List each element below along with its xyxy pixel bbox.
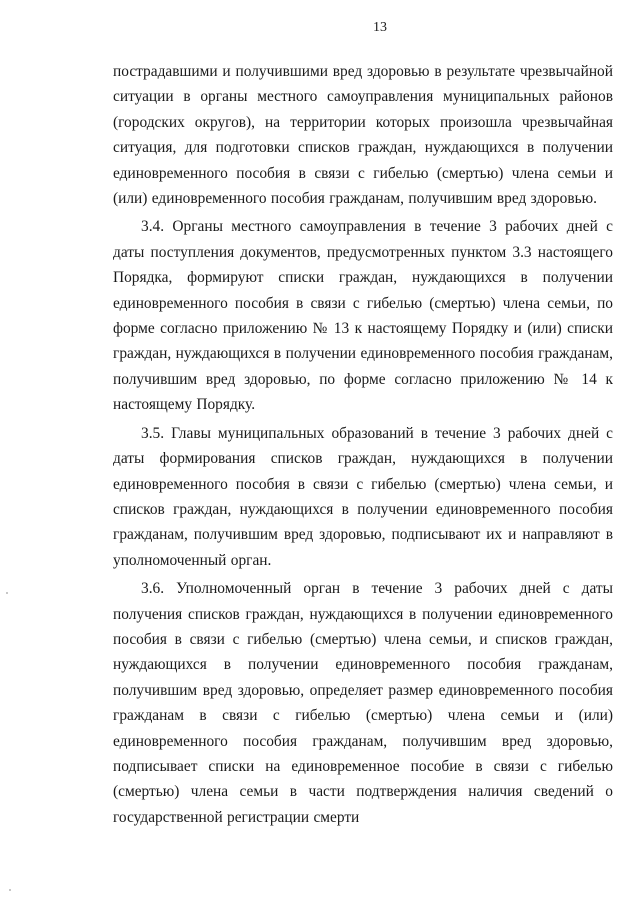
paragraph-continuation: пострадавшими и получившими вред здоровью в результате чрезвычайной ситуации в органы местного самоуправления муниципальных районов (городских округов), на территории которых произошла чрезвычайная ситуация, для подготовки списков граждан, нуждающихся в получении единовременного пособия в связи с гибелью (смертью) члена семьи и (или) единовременного пособия гражданам, получившим вред здоровью. bbox=[113, 63, 613, 208]
paragraph-3-5: 3.5. Главы муниципальных образований в течение 3 рабочих дней с даты формирования списков граждан, нуждающихся в получении единовременного пособия в связи с гибелью (смертью) члена семьи, и списков граждан, нуждающихся в получении единовременного пособия гражданам, получившим вред здоровью, подписывают их и направляют в уполномоченный орган. bbox=[113, 424, 613, 569]
document-body bbox=[113, 59, 613, 833]
scan-speck bbox=[6, 592, 8, 594]
paragraph-3-4: 3.4. Органы местного самоуправления в течение 3 рабочих дней с даты поступления документов, предусмотренных пунктом 3.3 настоящего Порядка, формируют списки граждан, нуждающихся в получении единовременного пособия в связи с гибелью (смертью) члена семьи, по форме согласно приложению № 13 к настоящему Порядку и (или) списки граждан, нуждающихся в получении единовременного пособия гражданам, получившим вред здоровью, по форме согласно приложению № 14 к настоящему Порядку. bbox=[113, 218, 613, 414]
scan-speck bbox=[9, 889, 11, 891]
paragraph-3-6: 3.6. Уполномоченный орган в течение 3 рабочих дней с даты получения списков граждан, нуждающихся в получении единовременного пособия в связи с гибелью (смертью) члена семьи, и списков граждан, нуждающихся в получении единовременного пособия гражданам, получившим вред здоровью, определяет размер единовременного пособия гражданам в связи с гибелью (смертью) члена семьи и (или) единовременного пособия гражданам, получившим вред здоровью, подписывает списки на единовременное пособие в связи с гибелью (смертью) члена семьи в части подтверждения наличия сведений о государственной регистрации смерти bbox=[113, 580, 613, 826]
page-number: 13 bbox=[373, 20, 387, 35]
